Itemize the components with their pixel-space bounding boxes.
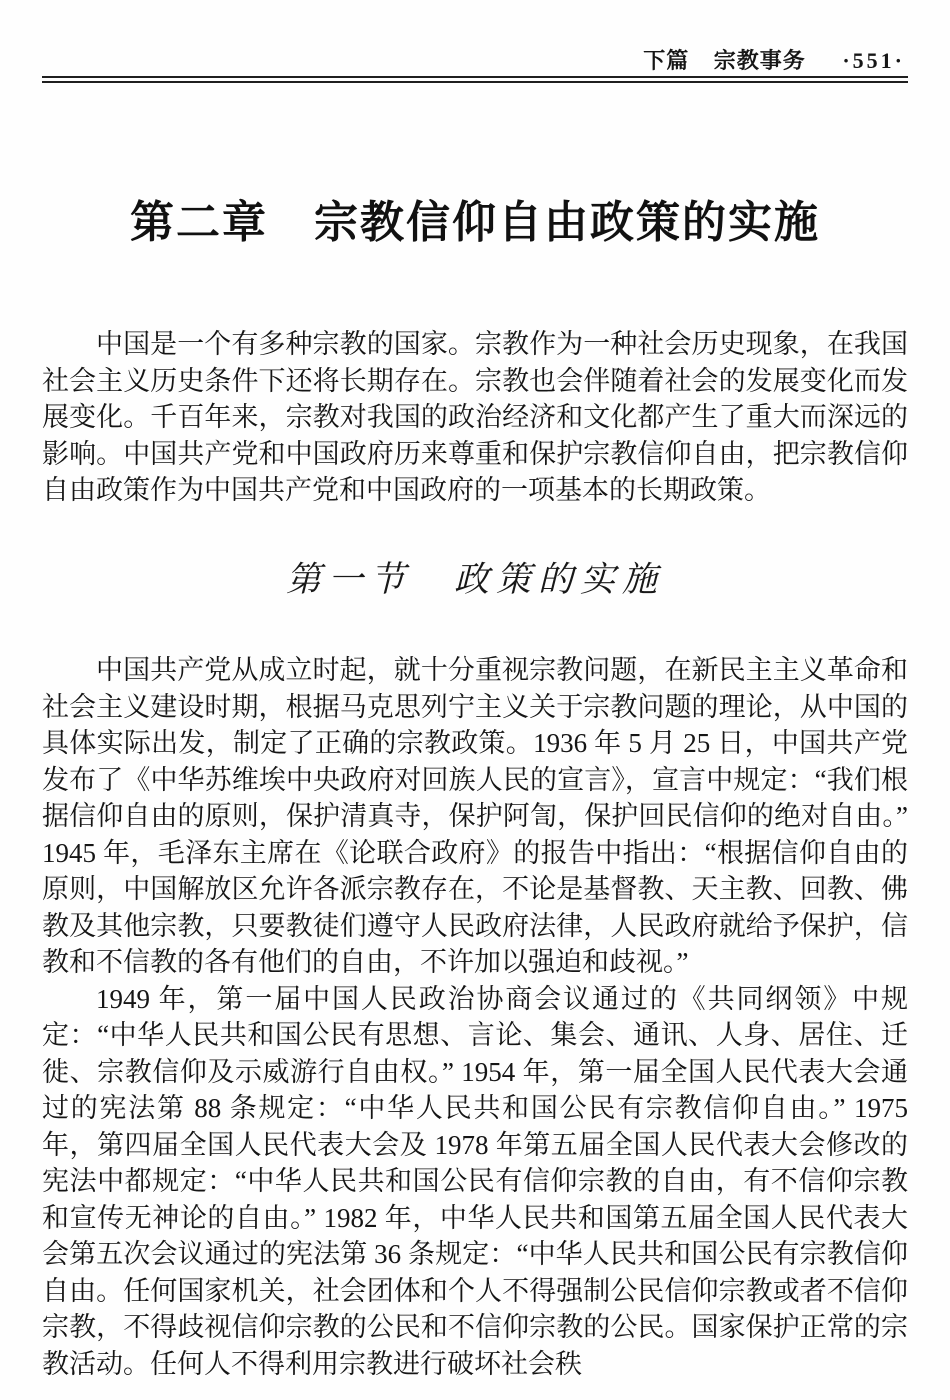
section-body-block [42,652,908,1382]
page-number: ·551· [842,48,905,73]
chapter-intro-paragraph: 中国是一个有多种宗教的国家。宗教作为一种社会历史现象，在我国社会主义历史条件下还将长期存在。宗教也会伴随着社会的发展变化而发展变化。千百年来，宗教对我国的政治经济和文化都产生了重大而深远的影响。中国共产党和中国政府历来尊重和保护宗教信仰自由，把宗教信仰自由政策作为中国共产党和中国政府的一项基本的长期政策。 [42,329,908,505]
part-label: 下篇 [643,48,690,73]
section-heading: 第一节 政策的实施 [285,560,664,599]
running-header [643,44,905,75]
section-paragraph-2: 1949 年，第一届中国人民政治协商会议通过的《共同纲领》中规定：“中华人民共和国公民有思想、言论、集会、通讯、人身、居住、迁徙、宗教信仰及示威游行自由权。” 1954 年，第一届全国人民代表大会通过的宪法第 88 条规定：“中华人民共和国公民有宗教信仰自由。” 1975 年，第四届全国人民代表大会及 1978 年第五届全国人民代表大会修改的宪法中都规定：“中华人民共和国公民有信仰宗教的自由，有不信仰宗教和宣传无神论的自由。” 1982 年，中华人民共和国第五届全国人民代表大会第五次会议通过的宪法第 36 条规定：“中华人民共和国公民有宗教信仰自由。任何国家机关，社会团体和个人不得强制公民信仰宗教或者不信仰宗教，不得歧视信仰宗教的公民和不信仰宗教的公民。国家保护正常的宗教活动。任何人不得利用宗教进行破坏社会秩 [42,983,908,1379]
chapter-intro-block [42,326,908,509]
part-title: 宗教事务 [713,48,806,73]
section-paragraph-1: 中国共产党从成立时起，就十分重视宗教问题，在新民主主义革命和社会主义建设时期，根据马克思列宁主义关于宗教问题的理论，从中国的具体实际出发，制定了正确的宗教政策。1936 年 5 月 25 日，中国共产党发布了《中华苏维埃中央政府对回族人民的宣言》，宣言中规定：“我们根据信仰自由的原则，保护清真寺，保护阿訇，保护回民信仰的绝对自由。” 1945 年，毛泽东主席在《论联合政府》的报告中指出：“根据信仰自由的原则，中国解放区允许各派宗教存在，不论是基督教、天主教、回教、佛教及其他宗教，只要教徒们遵守人民政府法律，人民政府就给予保护，信教和不信教的各有他们的自由，不许加以强迫和歧视。” [42,655,908,977]
header-divider-rule [42,76,908,83]
chapter-heading: 第二章 宗教信仰自由政策的实施 [130,198,820,247]
